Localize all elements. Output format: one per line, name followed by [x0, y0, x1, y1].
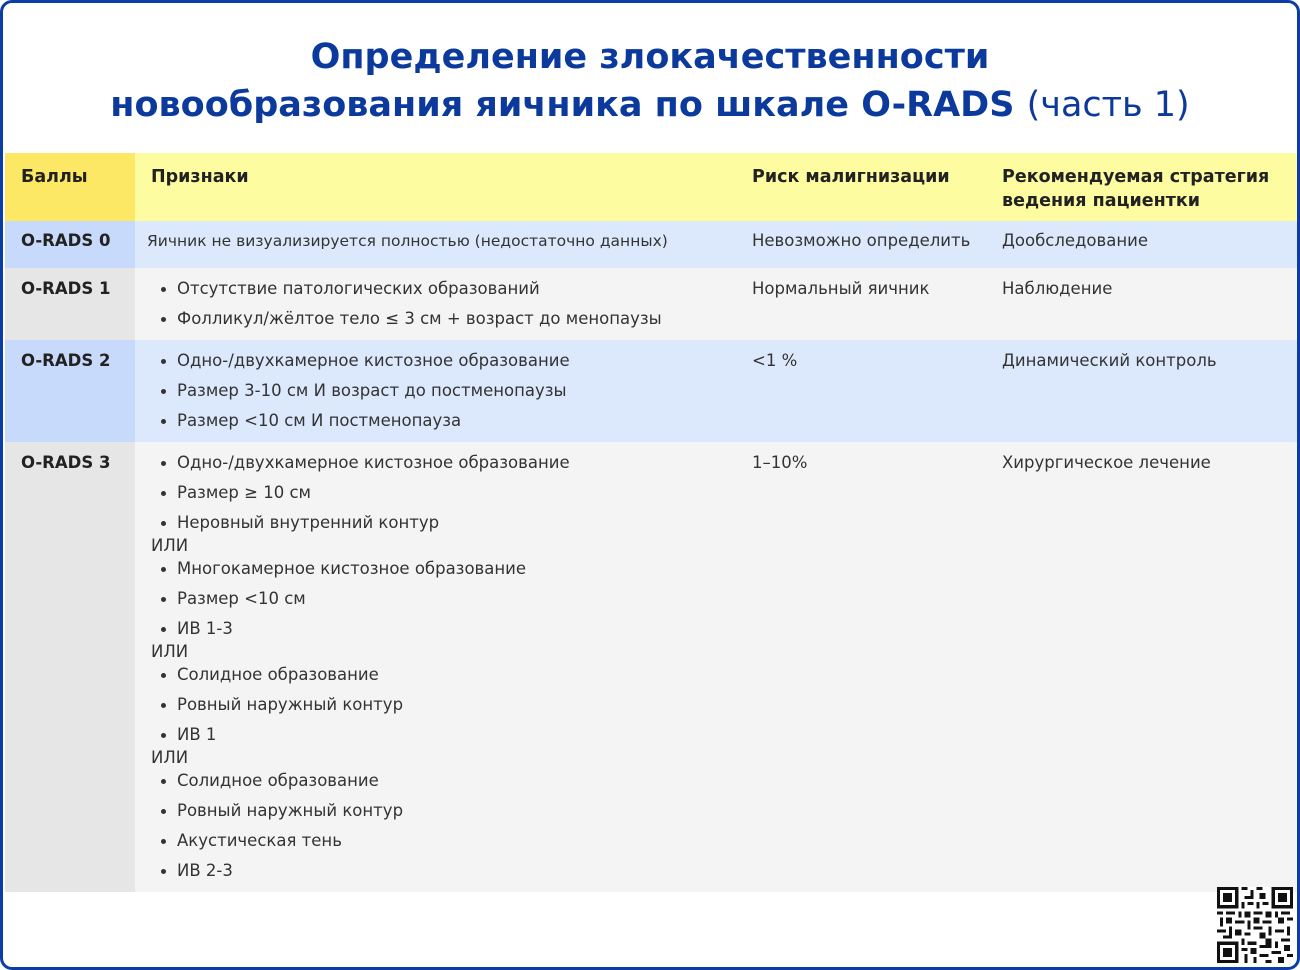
o-rads-table [5, 153, 1299, 892]
list-item: Многокамерное кистозное образование [151, 554, 728, 584]
header-risk: Риск малигнизации [736, 153, 986, 221]
list-item: Фолликул/жёлтое тело ≤ 3 см + возраст до менопаузы [151, 304, 728, 334]
signs-cell [135, 340, 736, 442]
or-separator: ИЛИ [151, 536, 189, 555]
table-row [5, 442, 1299, 892]
list-item: Солидное образование [151, 766, 728, 796]
list-item: ИВ 2-3 [151, 856, 728, 886]
signs-list [151, 346, 728, 436]
signs-list [151, 660, 728, 750]
table-row [5, 340, 1299, 442]
signs-list [151, 554, 728, 644]
list-item: Размер <10 см И постменопауза [151, 406, 728, 436]
score-cell: O-RADS 2 [5, 340, 135, 442]
table-row [5, 268, 1299, 340]
list-item: Отсутствие патологических образований [151, 274, 728, 304]
list-item: Одно-/двухкамерное кистозное образование [151, 448, 728, 478]
list-item: Размер 3-10 см И возраст до постменопаузы [151, 376, 728, 406]
header-signs: Признаки [135, 153, 736, 221]
title-line-2-main: новообразования яичника по шкале O-RADS [110, 85, 1015, 125]
signs-cell [135, 268, 736, 340]
page-title [3, 33, 1297, 129]
title-line-2-suffix: (часть 1) [1026, 85, 1190, 125]
header-strategy: Рекомендуемая стратегия ведения пациентки [986, 153, 1299, 221]
score-cell: O-RADS 1 [5, 268, 135, 340]
strategy-cell: Дообследование [986, 221, 1299, 268]
signs-list [151, 448, 728, 538]
risk-cell: Нормальный яичник [736, 268, 986, 340]
signs-list [151, 274, 728, 334]
table-header-row [5, 153, 1299, 221]
list-item: ИВ 1-3 [151, 614, 728, 644]
list-item: Солидное образование [151, 660, 728, 690]
or-separator: ИЛИ [151, 642, 189, 661]
table-row [5, 221, 1299, 268]
score-cell: O-RADS 3 [5, 442, 135, 892]
risk-cell: <1 % [736, 340, 986, 442]
strategy-cell: Наблюдение [986, 268, 1299, 340]
or-separator: ИЛИ [151, 748, 189, 767]
qr-code-icon[interactable] [1217, 887, 1293, 963]
strategy-cell: Хирургическое лечение [986, 442, 1299, 892]
list-item: Размер <10 см [151, 584, 728, 614]
signs-list [151, 766, 728, 886]
strategy-cell: Динамический контроль [986, 340, 1299, 442]
list-item: Одно-/двухкамерное кистозное образование [151, 346, 728, 376]
title-line-1: Определение злокачественности [310, 37, 990, 77]
list-item: ИВ 1 [151, 720, 728, 750]
list-item: Неровный внутренний контур [151, 508, 728, 538]
risk-cell: 1–10% [736, 442, 986, 892]
list-item: Ровный наружный контур [151, 690, 728, 720]
risk-cell: Невозможно определить [736, 221, 986, 268]
score-cell: O-RADS 0 [5, 221, 135, 268]
header-score: Баллы [5, 153, 135, 221]
list-item: Ровный наружный контур [151, 796, 728, 826]
signs-cell [135, 442, 736, 892]
title-line-2 [3, 81, 1297, 129]
list-item: Акустическая тень [151, 826, 728, 856]
list-item: Размер ≥ 10 см [151, 478, 728, 508]
signs-cell: Яичник не визуализируется полностью (недостаточно данных) [135, 221, 736, 268]
